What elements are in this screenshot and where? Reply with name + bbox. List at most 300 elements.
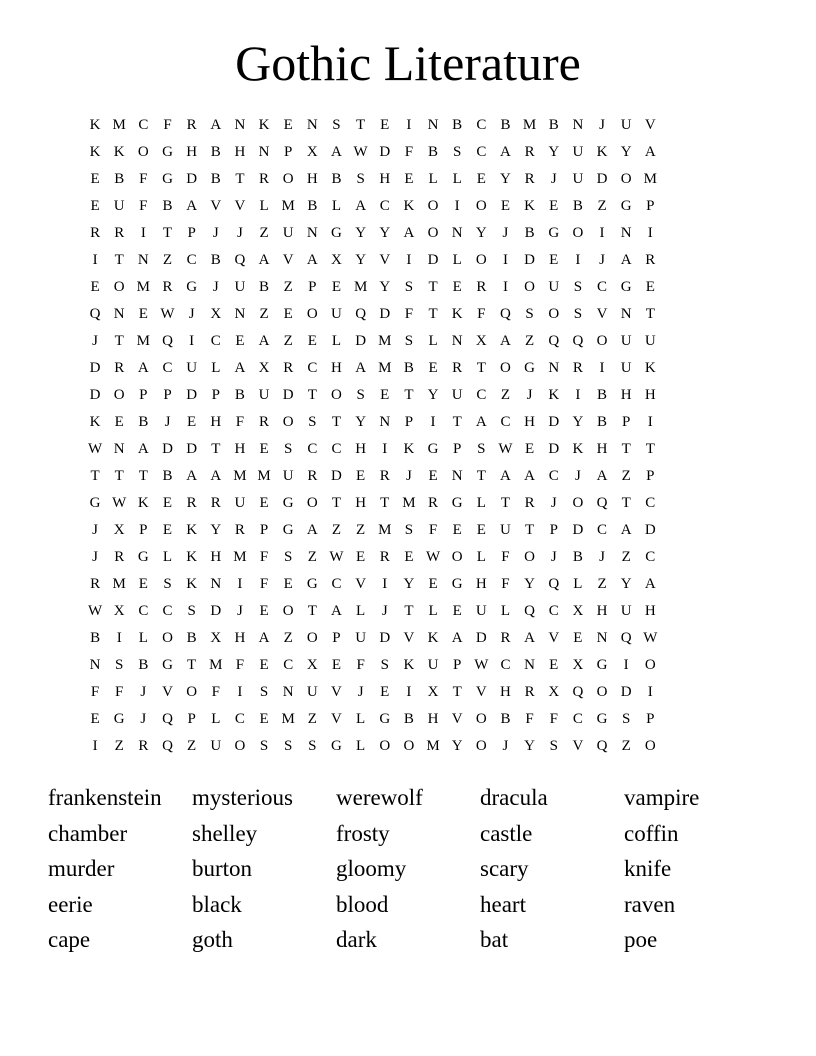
grid-row [83, 220, 735, 247]
grid-letter: O [137, 144, 149, 160]
grid-letter: J [236, 603, 243, 619]
grid-letter: H [620, 387, 632, 403]
grid-row [83, 490, 735, 517]
grid-letter: E [428, 468, 438, 484]
grid-letter: Q [548, 576, 560, 592]
grid-letter: N [306, 225, 318, 241]
grid-letter: V [572, 738, 584, 754]
word-list-item: dracula [480, 785, 548, 810]
grid-letter: X [572, 657, 584, 673]
grid-letter: T [114, 333, 124, 349]
grid-letter: T [452, 414, 462, 430]
grid-letter: G [162, 171, 173, 187]
grid-letter: R [234, 522, 245, 538]
grid-row [83, 193, 735, 220]
grid-letter: R [500, 630, 511, 646]
grid-letter: T [500, 495, 511, 511]
grid-letter: E [162, 495, 173, 511]
grid-letter: E [259, 657, 269, 673]
grid-letter: Z [307, 549, 317, 565]
word-list-item: scary [480, 856, 529, 882]
grid-letter: E [283, 117, 293, 133]
grid-letter: N [89, 657, 101, 673]
grid-letter: P [163, 387, 172, 403]
grid-letter: Y [475, 225, 487, 241]
grid-letter: F [163, 117, 172, 133]
grid-letter: C [234, 711, 245, 727]
grid-letter: C [476, 387, 487, 403]
grid-letter: B [138, 414, 149, 430]
grid-letter: Y [451, 738, 463, 754]
grid-letter: E [259, 711, 269, 727]
grid-letter: K [403, 441, 415, 457]
grid-letter: W [643, 630, 658, 646]
grid-letter: T [211, 441, 221, 457]
grid-letter: S [284, 549, 293, 565]
grid-letter: E [331, 279, 342, 295]
grid-letter: U [331, 306, 342, 322]
grid-letter: F [115, 684, 124, 700]
grid-letter: A [210, 468, 222, 484]
grid-letter: S [380, 657, 389, 673]
grid-letter: V [379, 252, 391, 268]
grid-letter: J [550, 549, 557, 565]
grid-letter: N [427, 117, 439, 133]
grid-letter: N [620, 225, 632, 241]
grid-letter: Y [379, 279, 391, 295]
grid-letter: O [403, 738, 415, 754]
grid-letter: O [306, 495, 318, 511]
grid-letter: O [331, 387, 342, 403]
grid-letter: F [477, 306, 486, 322]
grid-letter: L [211, 360, 221, 376]
grid-letter: F [428, 522, 438, 538]
grid-letter: T [90, 468, 100, 484]
grid-letter: O [113, 387, 125, 403]
grid-letter: R [186, 117, 197, 133]
grid-letter: M [136, 333, 151, 349]
grid-letter: Q [162, 711, 173, 727]
grid-letter: S [621, 711, 631, 727]
grid-letter: J [236, 225, 243, 241]
grid-letter: E [259, 603, 269, 619]
grid-letter: S [259, 684, 269, 700]
grid-letter: R [476, 279, 487, 295]
grid-letter: T [525, 522, 535, 538]
grid-letter: A [524, 630, 536, 646]
grid-letter: O [451, 549, 463, 565]
grid-letter: O [113, 279, 125, 295]
grid-letter: Z [597, 198, 607, 214]
grid-letter: T [428, 279, 438, 295]
grid-letter: D [186, 171, 198, 187]
grid-letter: O [500, 360, 511, 376]
grid-letter: G [331, 738, 342, 754]
grid-letter: P [549, 522, 558, 538]
grid-letter: P [646, 198, 655, 214]
grid-letter: B [259, 279, 270, 295]
grid-letter: F [235, 414, 245, 430]
grid-letter: H [644, 387, 656, 403]
grid-letter: E [380, 684, 390, 700]
grid-letter: Y [572, 414, 584, 430]
grid-letter: B [210, 144, 221, 160]
grid-letter: Y [355, 225, 367, 241]
grid-letter: Y [524, 738, 536, 754]
grid-letter: B [548, 117, 559, 133]
grid-letter: A [306, 252, 318, 268]
grid-letter: K [258, 117, 270, 133]
grid-letter: A [355, 198, 367, 214]
grid-letter: R [186, 495, 197, 511]
grid-letter: K [89, 144, 101, 160]
grid-letter: J [526, 387, 533, 403]
grid-letter: I [140, 225, 146, 241]
grid-letter: X [113, 603, 125, 619]
grid-letter: C [500, 414, 511, 430]
grid-letter: H [475, 576, 487, 592]
grid-letter: M [353, 279, 368, 295]
page-title: Gothic Literature [235, 35, 581, 91]
grid-letter: I [575, 387, 581, 403]
grid-letter: Q [234, 252, 246, 268]
grid-letter: L [573, 576, 583, 592]
grid-letter: B [210, 171, 221, 187]
grid-letter: X [113, 522, 125, 538]
grid-letter: S [453, 144, 462, 160]
word-list-item: goth [192, 927, 233, 953]
grid-letter: B [428, 144, 439, 160]
word-list-item: gloomy [336, 856, 407, 882]
grid-letter: B [90, 630, 101, 646]
grid-letter: G [162, 657, 173, 673]
grid-letter: O [572, 495, 584, 511]
grid-letter: A [644, 144, 656, 160]
grid-letter: N [572, 117, 584, 133]
grid-letter: I [406, 684, 412, 700]
grid-letter: O [306, 630, 318, 646]
grid-letter: Z [283, 333, 293, 349]
grid-letter: Y [379, 225, 391, 241]
grid-letter: F [501, 576, 510, 592]
grid-letter: D [186, 441, 198, 457]
grid-letter: H [234, 441, 246, 457]
grid-letter: Z [307, 711, 317, 727]
grid-letter: A [500, 468, 511, 484]
grid-letter: F [501, 549, 510, 565]
grid-letter: L [211, 711, 221, 727]
grid-letter: C [307, 441, 318, 457]
grid-letter: E [114, 414, 124, 430]
grid-letter: E [428, 360, 438, 376]
grid-letter: R [379, 468, 390, 484]
grid-letter: Y [620, 144, 632, 160]
grid-letter: R [645, 252, 656, 268]
grid-letter: Q [572, 684, 584, 700]
grid-letter: P [453, 441, 462, 457]
grid-letter: A [500, 144, 511, 160]
grid-letter: D [427, 252, 439, 268]
grid-letter: C [331, 441, 342, 457]
grid-letter: C [162, 360, 173, 376]
grid-letter: O [524, 279, 536, 295]
grid-letter: Z [621, 738, 631, 754]
grid-letter: R [259, 414, 270, 430]
grid-letter: R [162, 279, 173, 295]
grid-letter: P [284, 144, 293, 160]
grid-letter: E [428, 576, 438, 592]
grid-letter: F [404, 144, 414, 160]
grid-letter: H [355, 441, 367, 457]
grid-letter: C [331, 576, 342, 592]
grid-letter: D [282, 387, 294, 403]
grid-letter: R [428, 495, 439, 511]
grid-letter: Y [355, 252, 367, 268]
grid-letter: B [500, 711, 511, 727]
grid-letter: J [188, 306, 195, 322]
grid-letter: E [331, 657, 342, 673]
grid-letter: H [644, 603, 656, 619]
grid-letter: A [500, 333, 511, 349]
grid-letter: T [476, 360, 486, 376]
grid-letter: L [331, 333, 342, 349]
grid-letter: Z [283, 630, 293, 646]
grid-letter: J [140, 684, 147, 700]
grid-row [83, 598, 735, 625]
grid-letter: Y [355, 414, 367, 430]
grid-letter: Z [162, 252, 173, 268]
grid-letter: X [306, 657, 318, 673]
grid-letter: O [620, 171, 632, 187]
grid-letter: J [550, 171, 557, 187]
grid-letter: L [428, 171, 438, 187]
grid-letter: F [404, 306, 414, 322]
grid-row [83, 544, 735, 571]
grid-letter: J [212, 225, 219, 241]
word-search-grid [83, 112, 735, 760]
grid-letter: R [572, 360, 583, 376]
grid-letter: E [549, 198, 559, 214]
grid-letter: R [524, 495, 535, 511]
grid-letter: T [452, 684, 462, 700]
grid-letter: H [234, 144, 246, 160]
grid-letter: J [550, 495, 557, 511]
grid-letter: P [404, 414, 414, 430]
grid-letter: J [599, 117, 605, 133]
grid-letter: X [331, 252, 342, 268]
grid-letter: U [572, 171, 584, 187]
word-list-item: raven [624, 891, 676, 917]
grid-letter: G [620, 279, 632, 295]
grid-letter: S [356, 171, 365, 187]
grid-letter: X [210, 630, 222, 646]
grid-letter: J [140, 711, 147, 727]
grid-letter: L [356, 603, 366, 619]
grid-letter: E [138, 306, 148, 322]
grid-letter: O [644, 738, 656, 754]
grid-letter: U [258, 387, 270, 403]
grid-letter: B [403, 711, 414, 727]
grid-letter: P [187, 711, 196, 727]
grid-letter: G [162, 144, 173, 160]
grid-letter: S [404, 333, 414, 349]
grid-letter: A [331, 603, 342, 619]
grid-letter: Q [620, 630, 632, 646]
grid-letter: E [525, 441, 535, 457]
grid-letter: C [162, 603, 173, 619]
grid-letter: B [500, 117, 511, 133]
grid-letter: J [599, 549, 605, 565]
grid-letter: V [331, 684, 342, 700]
grid-letter: F [259, 576, 269, 592]
grid-letter: I [406, 117, 412, 133]
grid-letter: J [381, 603, 388, 619]
grid-letter: U [620, 360, 632, 376]
grid-letter: K [186, 576, 198, 592]
word-list-item: frosty [336, 820, 390, 846]
grid-letter: V [596, 306, 608, 322]
word-list-item: chamber [48, 820, 128, 846]
grid-letter: D [524, 252, 536, 268]
grid-letter: H [210, 549, 222, 565]
grid-letter: T [331, 495, 342, 511]
grid-letter: M [233, 549, 247, 565]
grid-letter: O [282, 603, 294, 619]
grid-letter: C [283, 657, 294, 673]
grid-letter: U [644, 333, 656, 349]
grid-letter: V [548, 630, 560, 646]
grid-letter: I [92, 252, 98, 268]
grid-letter: S [163, 576, 172, 592]
grid-letter: P [211, 387, 220, 403]
grid-letter: I [623, 657, 629, 673]
grid-letter: A [620, 252, 632, 268]
grid-letter: E [645, 279, 655, 295]
grid-letter: H [596, 441, 608, 457]
grid-letter: I [647, 414, 653, 430]
grid-letter: A [355, 360, 367, 376]
grid-letter: A [234, 360, 246, 376]
grid-letter: O [282, 414, 294, 430]
grid-letter: U [548, 279, 560, 295]
grid-letter: O [475, 711, 487, 727]
grid-letter: G [620, 198, 632, 214]
grid-letter: M [378, 522, 392, 538]
grid-letter: Q [500, 306, 511, 322]
word-list-item: mysterious [192, 785, 293, 810]
grid-letter: B [210, 252, 221, 268]
grid-letter: V [451, 711, 463, 727]
grid-letter: T [476, 468, 486, 484]
grid-letter: T [162, 225, 173, 241]
grid-letter: Z [621, 468, 631, 484]
grid-letter: F [549, 711, 558, 727]
grid-letter: H [210, 414, 222, 430]
grid-letter: T [645, 441, 655, 457]
grid-letter: O [548, 306, 560, 322]
grid-letter: C [210, 333, 221, 349]
grid-letter: R [524, 684, 535, 700]
grid-letter: G [331, 225, 342, 241]
grid-letter: I [599, 225, 605, 241]
grid-letter: B [162, 468, 173, 484]
grid-letter: V [331, 711, 342, 727]
grid-letter: D [475, 630, 487, 646]
grid-letter: D [355, 333, 367, 349]
grid-letter: E [549, 657, 559, 673]
grid-letter: J [574, 468, 581, 484]
grid-letter: M [378, 360, 392, 376]
grid-letter: V [475, 684, 487, 700]
grid-letter: G [186, 279, 198, 295]
grid-letter: Y [500, 171, 511, 187]
grid-letter: V [234, 198, 246, 214]
grid-letter: O [475, 738, 487, 754]
grid-letter: D [644, 522, 656, 538]
grid-letter: P [259, 522, 269, 538]
grid-letter: U [500, 522, 511, 538]
grid-letter: A [306, 522, 318, 538]
grid-letter: G [306, 576, 318, 592]
grid-letter: M [402, 495, 416, 511]
grid-letter: E [452, 603, 462, 619]
grid-letter: R [524, 171, 535, 187]
grid-letter: H [596, 603, 608, 619]
grid-row [83, 571, 735, 598]
grid-letter: K [451, 306, 463, 322]
grid-letter: D [379, 144, 391, 160]
grid-letter: C [597, 522, 608, 538]
grid-letter: A [258, 630, 270, 646]
grid-letter: N [451, 468, 463, 484]
grid-letter: H [500, 684, 511, 700]
grid-letter: R [210, 495, 221, 511]
grid-letter: T [307, 387, 317, 403]
grid-letter: N [620, 306, 632, 322]
grid-letter: M [136, 279, 151, 295]
grid-letter: M [112, 117, 126, 133]
grid-letter: T [621, 495, 631, 511]
grid-row [83, 112, 735, 139]
grid-letter: S [477, 441, 486, 457]
grid-letter: N [524, 657, 536, 673]
grid-letter: R [259, 171, 270, 187]
grid-letter: N [234, 117, 246, 133]
grid-letter: X [210, 306, 222, 322]
grid-letter: O [427, 198, 439, 214]
grid-row [83, 355, 735, 382]
grid-letter: N [596, 630, 608, 646]
grid-letter: O [572, 225, 584, 241]
grid-letter: H [186, 144, 198, 160]
grid-letter: S [573, 306, 583, 322]
grid-letter: T [331, 414, 342, 430]
grid-letter: I [502, 279, 508, 295]
word-list-item: bat [480, 927, 509, 953]
grid-letter: X [306, 144, 318, 160]
grid-letter: Q [548, 333, 560, 349]
grid-letter: A [186, 468, 198, 484]
grid-letter: C [500, 657, 511, 673]
grid-letter: A [258, 333, 270, 349]
grid-letter: P [646, 711, 655, 727]
word-list-item: blood [336, 891, 389, 917]
grid-letter: J [502, 738, 509, 754]
word-list-item: frankenstein [48, 785, 162, 810]
grid-letter: D [548, 441, 560, 457]
grid-letter: J [92, 549, 98, 565]
grid-letter: O [475, 252, 487, 268]
